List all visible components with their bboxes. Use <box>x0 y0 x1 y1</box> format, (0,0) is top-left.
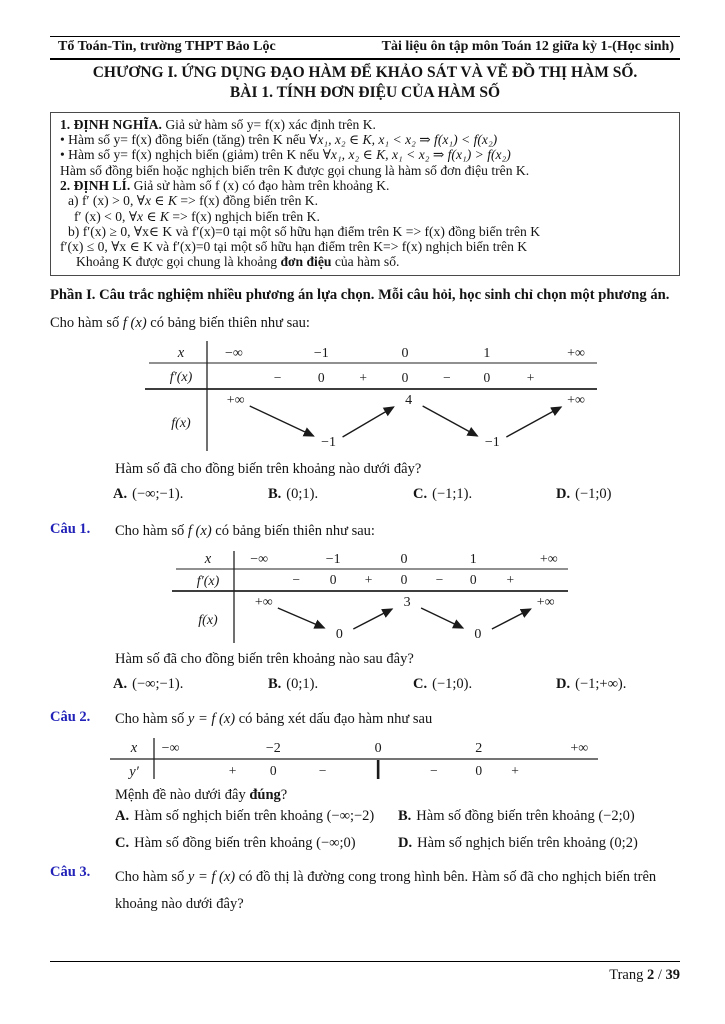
answer-option-c <box>413 676 556 693</box>
answer-text: (−1;+∞). <box>575 676 627 693</box>
answer-option-c <box>115 835 398 852</box>
svg-text:0: 0 <box>335 627 343 643</box>
svg-text:0: 0 <box>401 346 409 362</box>
svg-text:+: + <box>506 572 515 588</box>
svg-text:f(x): f(x) <box>198 613 218 629</box>
answer-text: (−1;0) <box>575 486 612 503</box>
svg-text:−1: −1 <box>321 435 337 451</box>
svg-text:−: − <box>273 370 282 386</box>
text-segment: • Hàm số y= f(x) đồng biến (tăng) trên K nếu <box>60 132 310 148</box>
text-segment: f (x) <box>187 523 212 540</box>
svg-text:0: 0 <box>469 572 477 588</box>
text-segment: / <box>654 967 666 983</box>
answer-key: A. <box>115 808 130 825</box>
text-segment: Cho hàm số <box>115 869 188 886</box>
answer-text: Hàm số nghịch biến trên khoảng (−∞;−2) <box>134 808 375 825</box>
answer-option-d <box>398 835 680 852</box>
variation-table-example <box>143 339 680 453</box>
svg-text:f′(x): f′(x) <box>196 574 220 590</box>
svg-text:+∞: +∞ <box>254 595 273 611</box>
svg-text:0: 0 <box>474 627 482 643</box>
svg-text:0: 0 <box>329 572 337 588</box>
text-segment: b) f′(x) ≥ 0, ∀x∈ K và f′(x)=0 tại một số hữu hạn điểm trên K => f(x) đồng biến trên K <box>68 223 541 239</box>
svg-text:f(x): f(x) <box>171 416 191 432</box>
sign-table-2 <box>108 735 680 781</box>
svg-text:+∞: +∞ <box>536 595 555 611</box>
page-number <box>609 967 680 983</box>
text-segment: 1. ĐỊNH NGHĨA. <box>60 116 162 132</box>
theory-line <box>60 209 673 224</box>
question-stem <box>50 313 680 333</box>
svg-text:+∞: +∞ <box>567 393 586 409</box>
answer-option-c <box>413 486 556 503</box>
question-1 <box>50 521 680 693</box>
answer-option-b <box>268 676 413 693</box>
answer-key: A. <box>113 486 128 503</box>
svg-text:−: − <box>443 370 451 386</box>
svg-text:0: 0 <box>400 552 408 568</box>
question-stem <box>115 864 680 918</box>
text-segment: đơn điệu <box>280 254 332 270</box>
question-3-number: Câu 3. <box>50 864 91 881</box>
text-segment: của hàm số. <box>331 254 400 270</box>
answer-option-b <box>268 486 413 503</box>
text-segment: => f(x) nghịch biến trên K. <box>168 208 320 224</box>
question-text <box>115 787 680 804</box>
text-segment: f (x) <box>122 315 147 332</box>
theory-line <box>60 163 673 178</box>
answer-text: Hàm số đồng biến trên khoảng (−∞;0) <box>134 835 356 852</box>
svg-text:+: + <box>364 572 373 588</box>
text-segment: có bảng biến thiên như sau: <box>211 523 375 540</box>
svg-text:−1: −1 <box>484 435 500 451</box>
theory-line <box>60 239 673 254</box>
answer-row <box>113 676 680 693</box>
sign-table-svg <box>108 735 600 781</box>
page-header <box>50 36 680 60</box>
svg-text:+∞: +∞ <box>539 552 558 568</box>
text-segment: ∀x ∈ K <box>128 208 169 224</box>
question-3 <box>50 864 680 918</box>
svg-text:4: 4 <box>405 393 413 409</box>
text-segment: ∀x ∈ K <box>136 193 177 209</box>
answer-row <box>113 486 680 503</box>
text-segment: y = f (x) <box>187 711 236 728</box>
theory-line <box>60 147 673 162</box>
svg-text:+: + <box>511 763 519 779</box>
svg-text:1: 1 <box>483 346 491 362</box>
theory-line <box>60 117 673 132</box>
theory-line <box>60 178 673 193</box>
answer-option-a <box>115 808 398 825</box>
question-2-number: Câu 2. <box>50 709 91 726</box>
answer-text: (−1;0). <box>432 676 473 693</box>
answer-key: C. <box>413 486 428 503</box>
svg-text:0: 0 <box>400 572 408 588</box>
title-line-2: BÀI 1. TÍNH ĐƠN ĐIỆU CỦA HÀM SỐ <box>229 84 501 102</box>
svg-text:0: 0 <box>317 370 325 386</box>
text-segment: có bảng biến thiên như sau: <box>146 315 310 332</box>
text-segment: ∀x₁, x₂ ∈ K, x₁ < x₂ ⇒ f(x₁) > f(x₂) <box>322 147 511 163</box>
text-segment: có đồ thị là đường cong trong hình bên. Hàm số đã cho nghịch biến trên khoảng nào dưới đây? <box>115 869 657 913</box>
svg-text:−: − <box>318 763 327 779</box>
svg-text:3: 3 <box>403 595 411 611</box>
text-segment: có bảng xét dấu đạo hàm như sau <box>235 711 433 728</box>
page-footer <box>50 961 680 984</box>
svg-text:0: 0 <box>374 741 382 757</box>
text-segment: Cho hàm số <box>50 315 123 332</box>
svg-text:0: 0 <box>401 370 409 386</box>
answer-key: D. <box>556 486 571 503</box>
text-segment: đúng <box>249 787 281 804</box>
answer-key: C. <box>115 835 130 852</box>
header-doc-title: Tài liệu ôn tập môn Toán 12 giữa kỳ 1-(Học sinh) <box>381 39 674 54</box>
answer-key: D. <box>398 835 413 852</box>
text-segment: Trang <box>609 967 647 983</box>
answer-text: (−∞;−1). <box>132 676 184 693</box>
text-segment: Mệnh đề nào dưới đây <box>115 787 250 804</box>
text-segment: Cho hàm số <box>115 523 188 540</box>
answer-key: B. <box>268 486 282 503</box>
theory-line <box>60 254 673 269</box>
answer-key: C. <box>413 676 428 693</box>
text-segment: Khoảng K được gọi chung là khoảng <box>76 254 281 270</box>
theory-line <box>60 224 673 239</box>
question-stem <box>115 709 680 729</box>
answer-text: (0;1). <box>286 486 319 503</box>
svg-text:y′: y′ <box>129 764 139 781</box>
text-segment: f′ (x) < 0, <box>74 208 129 224</box>
svg-text:x: x <box>130 740 138 757</box>
svg-text:−2: −2 <box>265 741 281 757</box>
text-segment: a) f′ (x) > 0, <box>68 193 137 209</box>
variation-table-1 <box>170 549 680 645</box>
svg-text:x: x <box>177 345 185 362</box>
answer-grid <box>115 808 680 852</box>
answer-key: B. <box>398 808 412 825</box>
text-segment: ? <box>280 787 288 804</box>
svg-text:0: 0 <box>475 763 483 779</box>
svg-text:−: − <box>435 572 444 588</box>
part1-heading: Phần I. Câu trắc nghiệm nhiều phương án lựa chọn. Mỗi câu hỏi, học sinh chỉ chọn một phương án. <box>50 286 670 303</box>
theory-line <box>60 193 673 208</box>
svg-text:+: + <box>526 370 535 386</box>
title-line-1: CHƯƠNG I. ỨNG DỤNG ĐẠO HÀM ĐỂ KHẢO SÁT VÀ VẼ ĐỒ THỊ HÀM SỐ. <box>92 64 638 81</box>
text-segment: 39 <box>665 967 680 983</box>
answer-text: Hàm số nghịch biến trên khoảng (0;2) <box>417 835 638 852</box>
svg-text:−1: −1 <box>313 346 329 362</box>
svg-text:+: + <box>359 370 367 386</box>
svg-text:+∞: +∞ <box>226 393 245 409</box>
svg-text:−: − <box>429 763 438 779</box>
answer-text: (−∞;−1). <box>132 486 184 503</box>
answer-option-a <box>113 486 268 503</box>
header-school: Tổ Toán-Tin, trường THPT Bảo Lộc <box>58 39 276 54</box>
svg-text:f′(x): f′(x) <box>169 370 193 386</box>
variation-table-svg <box>170 549 570 645</box>
question-1-number: Câu 1. <box>50 521 91 538</box>
text-segment: Giả sử hàm số f (x) có đạo hàm trên khoảng K. <box>130 178 390 194</box>
svg-text:−1: −1 <box>325 552 341 568</box>
theory-box <box>50 112 680 276</box>
question-example <box>50 313 680 503</box>
answer-text: Hàm số đồng biến trên khoảng (−2;0) <box>416 808 635 825</box>
svg-text:0: 0 <box>483 370 491 386</box>
answer-key: B. <box>268 676 282 693</box>
question-text: Hàm số đã cho đồng biến trên khoảng nào dưới đây? <box>115 461 422 478</box>
text-segment: 2. ĐỊNH LÍ. <box>60 178 131 194</box>
answer-text: (−1;1). <box>432 486 473 503</box>
svg-text:2: 2 <box>475 741 483 757</box>
svg-text:+∞: +∞ <box>570 741 589 757</box>
answer-option-d <box>556 486 680 503</box>
svg-text:x: x <box>204 551 212 568</box>
text-segment: => f(x) đồng biến trên K. <box>176 193 318 209</box>
chapter-title <box>50 63 680 104</box>
theory-line <box>60 132 673 147</box>
svg-text:−: − <box>292 572 301 588</box>
text-segment: ∀x₁, x₂ ∈ K, x₁ < x₂ ⇒ f(x₁) < f(x₂) <box>309 132 498 148</box>
svg-text:0: 0 <box>269 763 277 779</box>
text-segment: Giả sử hàm số y= f(x) xác định trên K. <box>161 116 376 132</box>
answer-key: A. <box>113 676 128 693</box>
question-2 <box>50 709 680 852</box>
answer-key: D. <box>556 676 571 693</box>
svg-text:+: + <box>228 763 237 779</box>
svg-text:−∞: −∞ <box>161 741 180 757</box>
text-segment: Cho hàm số <box>115 711 188 728</box>
variation-table-svg <box>143 339 599 453</box>
text-segment: y = f (x) <box>187 869 236 886</box>
question-stem <box>115 521 680 541</box>
svg-text:−∞: −∞ <box>250 552 269 568</box>
svg-text:+∞: +∞ <box>567 346 586 362</box>
answer-option-d <box>556 676 680 693</box>
svg-text:1: 1 <box>469 552 477 568</box>
text-segment: Hàm số đồng biến hoặc nghịch biến trên K được gọi chung là hàm số đơn điệu trên K. <box>60 162 530 178</box>
svg-text:−∞: −∞ <box>224 346 243 362</box>
answer-option-b <box>398 808 680 825</box>
text-segment: • Hàm số y= f(x) nghịch biến (giảm) trên K nếu <box>60 147 323 163</box>
text-segment: 2 <box>646 967 655 983</box>
question-text: Hàm số đã cho đồng biến trên khoảng nào sau đây? <box>115 651 414 668</box>
answer-text: (0;1). <box>286 676 319 693</box>
answer-option-a <box>113 676 268 693</box>
text-segment: f′(x) ≤ 0, ∀x ∈ K và f′(x)=0 tại một số hữu hạn điểm trên K=> f(x) nghịch biến trên K <box>60 239 528 255</box>
